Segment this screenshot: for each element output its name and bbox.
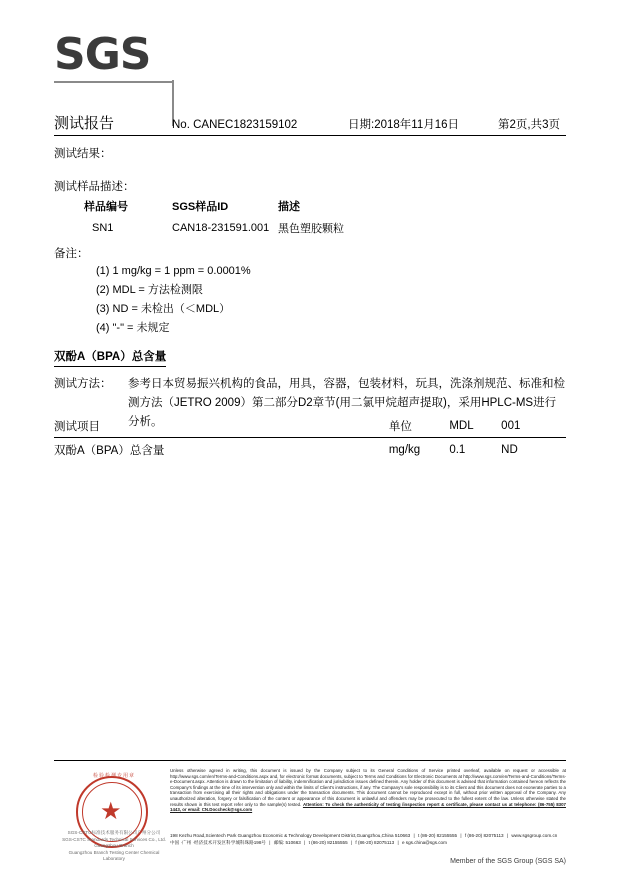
sample-table	[84, 198, 428, 236]
footer-divider	[54, 760, 566, 761]
table-row	[84, 220, 428, 236]
list-item: (2) MDL = 方法检测限	[96, 284, 203, 296]
logo-divider	[54, 81, 172, 83]
stamp-top-text: 检验检测专用章	[92, 773, 135, 779]
report-number: No. CANEC1823159102	[172, 119, 298, 131]
tel-en: t (86-20) 82155555	[417, 833, 458, 838]
star-icon: ★	[100, 798, 122, 825]
stamp-caption-line: SGS-CSTC Standards Technical Services Co., Ltd. Guangzhou Branch	[62, 836, 166, 848]
method-text: 参考日本贸易振兴机构的食品，用具，容器，包装材料，玩具，洗涤剂规范、标准和检测方法（JETRO 2009）第二部分D2章节(用二氯甲烷超声提取)，采用HPLC-MS进行分析。	[128, 378, 565, 428]
company-stamp	[62, 772, 166, 861]
sgs-logo	[54, 29, 184, 83]
list-item: (3) ND = 未检出（＜MDL）	[96, 303, 231, 315]
remark-list	[96, 262, 251, 338]
table-row	[54, 438, 566, 459]
col-header-sample-001: 001	[501, 418, 566, 438]
header-divider	[54, 135, 566, 136]
remark-label: 备注：	[54, 248, 89, 260]
table-header-row	[84, 198, 428, 220]
legal-paragraph: Unless otherwise agreed in writing, this document is issued by the Company subject to its General Conditions of Service printed overleaf, available on request or accessible at http://www.sgs.com/en/Terms-and-Conditions.aspx and, for electronic format documents, subject to Terms and Conditions for Electronic Documents at http://www.sgs.com/en/Terms-and-Conditions/Terms-e-Document.aspx. Attention is drawn to the limitation of liability, indemnification and jurisdiction issues defined therein. Any holder of this document is advised that information contained hereon reflects the Company's findings at the time of its intervention only and within the limits of Client's instructions, if any. The Company's sole responsibility is to its Client and this document does not exonerate parties to a transaction from exercising all their rights and obligations under the transaction documents. This document cannot be reproduced except in full, without prior written approval of the Company. Any unauthorized alteration, forgery or falsification of the content or appearance of this document is unlawful and offenders may be prosecuted to the fullest extent of the law. Unless otherwise stated the results shown in this test report refer only to the sample(s) tested.	[170, 768, 566, 807]
list-item: (4) "-" = 未规定	[96, 322, 170, 334]
cell-mdl: 0.1	[449, 444, 466, 456]
address-en: 198 Kezhu Road,Scientech Park Guangzhou Economic & Technology Development District,Guangzhou,China 510663	[170, 833, 411, 838]
cell-unit: mg/kg	[388, 444, 421, 456]
stamp-caption-line: SGS-CSTC标准技术服务有限公司广州分公司	[67, 830, 161, 835]
report-date: 日期:2018年11月16日	[348, 119, 460, 131]
sgs-logo-text: SGS	[54, 29, 151, 80]
col-header-description: 描述	[278, 201, 300, 213]
report-header-row	[54, 112, 566, 133]
results-label: 测试结果：	[54, 148, 112, 160]
cell-sample-no: SN1	[92, 222, 114, 234]
fax-en: f (86-20) 82075113	[464, 833, 504, 838]
cell-test-item: 双酚A（BPA）总含量	[54, 445, 165, 457]
legal-attention[interactable]: Attention: To check the authenticity of testing /inspection report & certificate, please contact us at telephone: (86-755) 8307 1443, or email: CN.Doccheck@sgs.com	[170, 801, 566, 813]
cell-sgs-id: CAN18-231591.001	[172, 222, 270, 234]
fax-cn: f (86-20) 82075113	[355, 839, 395, 845]
contact-line-en: 198 Kezhu Road,Scientech Park Guangzhou Economic & Technology Development District,Guangzhou,China 510663 | t (86-20) 82155555 | f (86-20) 82075113 | www.sgsgroup.com.cn	[170, 833, 558, 838]
zip-cn: 邮编: 510663	[273, 839, 301, 845]
col-header-sample-no: 样品编号	[84, 201, 128, 213]
table-header-row	[54, 418, 566, 438]
col-header-unit: 单位	[389, 418, 449, 438]
member-note: Member of the SGS Group (SGS SA)	[450, 858, 566, 865]
page-title: 测试报告	[54, 115, 115, 132]
website[interactable]: www.sgsgroup.com.cn	[511, 833, 558, 838]
stamp-caption-line: Guangzhou Branch Testing Center Chemical Laboratory	[68, 849, 160, 861]
footer-contact-block	[170, 833, 566, 846]
tel-cn: t (86-20) 82155555	[308, 839, 348, 845]
email-cn[interactable]: e sgs.china@sgs.com	[401, 839, 447, 845]
col-header-mdl: MDL	[449, 418, 501, 438]
sample-description-label: 测试样品描述：	[54, 181, 135, 193]
result-table	[54, 418, 566, 458]
cell-result-001: ND	[501, 444, 518, 456]
footer-legal-text	[170, 768, 566, 813]
col-header-sgs-id: SGS样品ID	[172, 201, 229, 213]
list-item: (1) 1 mg/kg = 1 ppm = 0.0001%	[96, 265, 251, 277]
address-cn: 中国 ·广州 ·经济技术开发区科学城科珠路198号	[170, 839, 266, 845]
col-header-test-item: 测试项目	[54, 418, 389, 438]
cell-description: 黑色塑胶颗粒	[278, 223, 344, 235]
contact-line-cn: 中国 ·广州 ·经济技术开发区科学城科珠路198号 | 邮编: 510663 | t (86-20) 82155555 | f (86-20) 82075113 | e sgs.china@sgs.com	[170, 839, 447, 845]
section-heading-bpa: 双酚A（BPA）总含量	[54, 348, 166, 367]
method-label: 测试方法：	[54, 378, 112, 390]
page-number: 第2页,共3页	[498, 119, 560, 131]
